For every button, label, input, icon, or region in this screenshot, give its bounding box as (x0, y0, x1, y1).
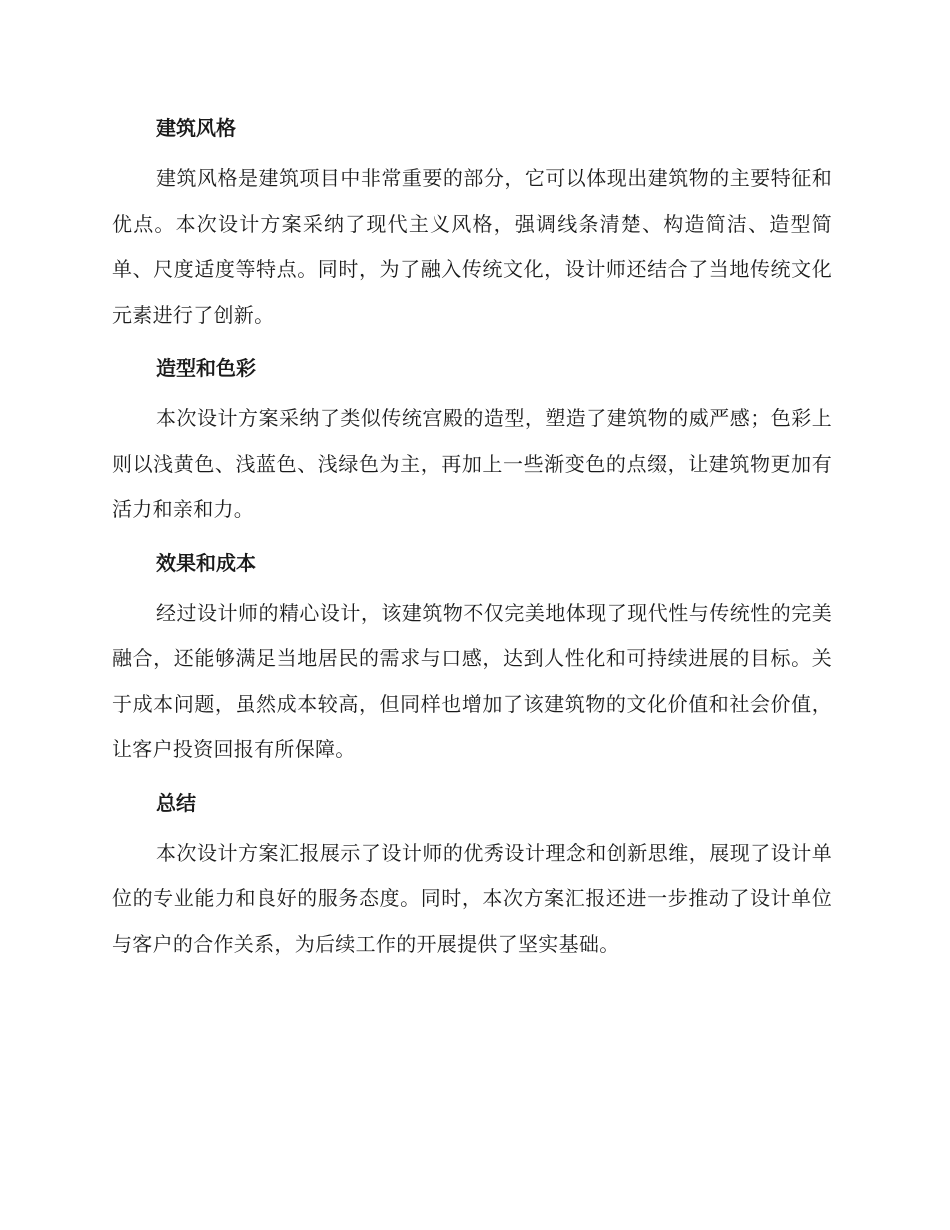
section-paragraph: 本次设计方案采纳了类似传统宫殿的造型，塑造了建筑物的威严感；色彩上则以浅黄色、浅蓝色、浅绿色为主，再加上一些渐变色的点缀，让建筑物更加有活力和亲和力。 (112, 406, 832, 521)
section-summary (112, 779, 832, 968)
section-heading: 建筑风格 (156, 116, 236, 140)
section-heading: 总结 (156, 790, 196, 815)
section-paragraph: 本次设计方案汇报展示了设计师的优秀设计理念和创新思维，展现了设计单位的专业能力和良好的服务态度。同时，本次方案汇报还进一步推动了设计单位与客户的合作关系，为后续工作的开展提供了坚实基础。 (112, 840, 832, 956)
section-heading: 造型和色彩 (156, 356, 256, 380)
section-heading: 效果和成本 (156, 550, 256, 575)
section-form-and-color (112, 344, 832, 533)
document-page (112, 104, 832, 967)
section-paragraph: 建筑风格是建筑项目中非常重要的部分，它可以体现出建筑物的主要特征和优点。本次设计方案采纳了现代主义风格，强调线条清楚、构造简洁、造型简单、尺度适度等特点。同时，为了融入传统文化，设计师还结合了当地传统文化元素进行了创新。 (112, 166, 832, 327)
section-paragraph: 经过设计师的精心设计，该建筑物不仅完美地体现了现代性与传统性的完美融合，还能够满足当地居民的需求与口感，达到人性化和可持续进展的目标。关于成本问题，虽然成本较高，但同样也增加了该建筑物的文化价值和社会价值，让客户投资回报有所保障。 (112, 600, 832, 761)
section-effect-and-cost (112, 539, 832, 773)
section-architectural-style (112, 104, 832, 338)
